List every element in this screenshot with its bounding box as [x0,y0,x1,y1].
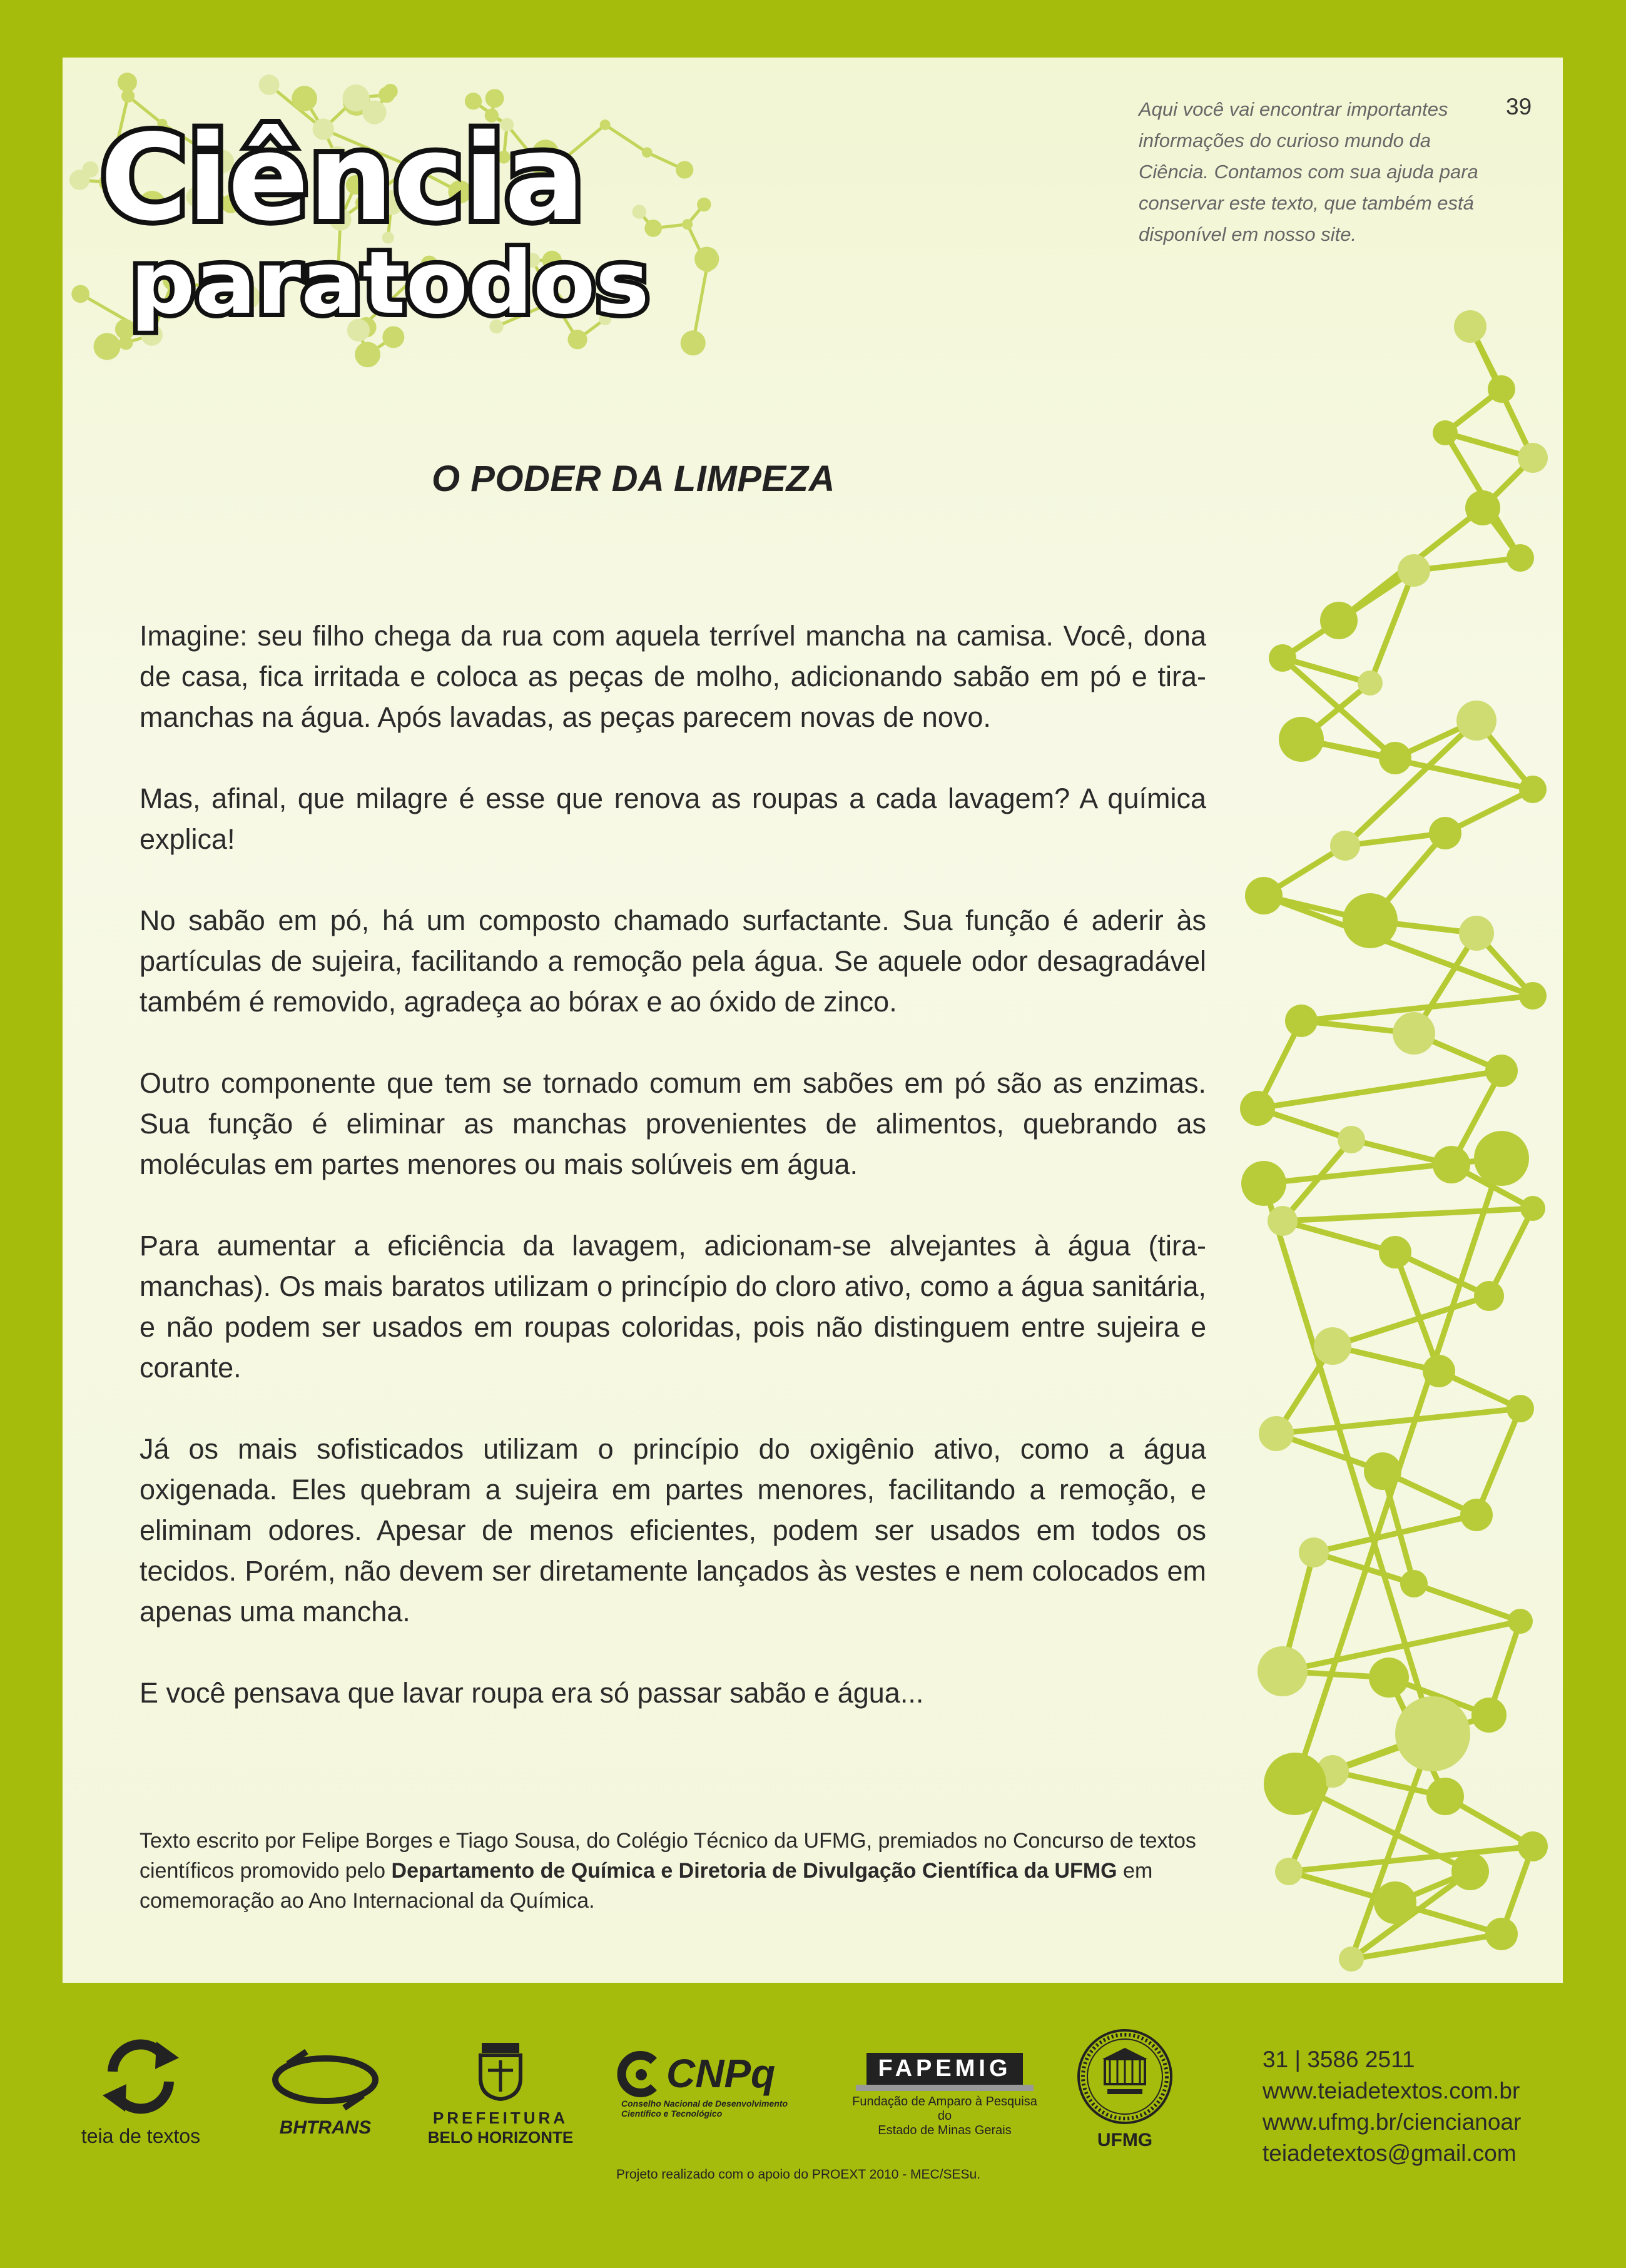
molecule-atom [1393,1012,1435,1055]
prefeitura-logo [425,2039,576,2147]
molecule-atom [1241,1161,1286,1206]
molecule-bond [1476,1409,1520,1515]
molecule-atom [1459,916,1494,951]
molecule-atom [1275,1858,1303,1885]
ufmg-logo [1069,2027,1181,2151]
molecule-atom [1330,831,1360,861]
molecule-atom [701,260,713,272]
paragraph: No sabão em pó, há um composto chamado surfactante. Sua função é aderir às partículas de sujeira, facilitando a remoção pela água. Se aquele odor desagradável também é removido, agradeça ao bórax e ao óxido de zinco. [140,904,1206,1018]
author-credit [140,1826,1209,1916]
molecule-atom [1259,1416,1294,1451]
molecule-atom [600,119,611,130]
cnpq-sub1: Conselho Nacional de Desenvolvimento [621,2098,788,2109]
molecule-atom [1338,1126,1365,1153]
molecule-bond [1414,1584,1520,1621]
molecule-atom [1364,1452,1401,1490]
molecule-atom [676,161,693,178]
molecule-atom [1245,877,1283,914]
molecule-atom [118,73,137,92]
fapemig-sub1: Fundação de Amparo à Pesquisa do [852,2095,1037,2123]
paragraph: Para aumentar a eficiência da lavagem, adicionam-se alvejantes à água (tira-manchas). Os mais baratos utilizam o princípio do cloro ativo, como a água sanitária, e não podem ser usados em roupas coloridas, pois não distinguem entre sujeira e corante. [140,1230,1206,1384]
paragraph: Mas, afinal, que milagre é esse que renova as roupas a cada lavagem? A química explica! [140,782,1206,855]
contact-info [1263,2044,1521,2169]
molecule-atom [1379,1236,1411,1268]
molecule-atom [1460,1499,1493,1531]
molecule-atom [1320,602,1358,639]
molecule-atom [1395,1696,1470,1771]
molecule-atom [1474,1131,1529,1186]
molecule-atom [1488,375,1515,403]
contact-link-teia[interactable]: www.teiadetextos.com.br [1263,2078,1520,2103]
molecule-atom [1507,544,1534,572]
molecule-bond [1289,1846,1533,1871]
molecule-decoration [1207,245,1563,1983]
fapemig-bar [856,2085,1034,2091]
page-sheet [63,58,1563,1983]
molecule-atom [121,89,135,103]
logo-title: Ciência [100,109,585,247]
cnpq-logo [616,2048,816,2119]
molecule-atom [69,170,89,190]
molecule-atom [1429,817,1461,849]
molecule-atom [1314,1327,1351,1365]
molecule-atom [1358,671,1383,696]
molecule-atom [1465,490,1500,525]
molecule-bond [1283,1221,1395,1252]
molecule-atom [682,219,693,230]
credit-text: Texto escrito por Felipe Borges e Tiago Sousa, do Colégio Técnico da UFMG, premiados no Concurso de textos científicos promovido pelo [140,1829,1196,1883]
molecule-atom [1518,443,1548,473]
molecule-atom [259,74,280,95]
paragraph: Já os mais sofisticados utilizam o princípio do oxigênio ativo, como a água oxigenada. Eles quebram a sujeira em partes menores, facilitando a remoção, e eliminam odores. Apesar de menos eficientes, podem ser usados em todos os tecidos. Porém, não devem ser diretamente lançados às vestes e nem colocados em apenas uma mancha. [140,1433,1206,1628]
article-body [140,615,1206,1754]
prefeitura-line2: BELO HORIZONTE [427,2128,574,2147]
page-number: 39 [1506,94,1532,119]
article-title: O PODER DA LIMPEZA [432,458,835,499]
molecule-atom [1485,1055,1518,1087]
molecule-atom [1279,717,1324,762]
molecule-atom [1471,1698,1507,1733]
fapemig-sub2: Estado de Minas Gerais [878,2124,1012,2137]
molecule-atom [1374,1881,1416,1924]
molecule-atom [1299,1537,1329,1567]
molecule-atom [1423,1355,1455,1387]
credit-institution: Departamento de Química e Diretoria de Divulgação Científica da UFMG [391,1859,1117,1883]
molecule-bond [1258,1071,1502,1108]
molecule-atom [465,93,482,109]
molecule-atom [1520,1196,1545,1221]
molecule-bond [1351,1934,1502,1959]
fapemig-label: FAPEMIG [866,2053,1022,2085]
molecule-atom [1519,776,1547,803]
molecule-atom [292,86,317,111]
credit-text-end: em comemoração ao Ano Internacional da Química. [140,1859,1153,1913]
molecule-bond [1264,896,1533,996]
molecule-atom [1508,1609,1533,1634]
molecule-atom [1518,1831,1548,1861]
teia-logo [69,2033,213,2148]
paragraph: Imagine: seu filho chega da rua com aquela terrível mancha na camisa. Você, dona de casa, fica irritada e coloca as peças de molho, adicionando sabão em pó e tira-manchas na água. Após lavadas, as peças parecem novas de novo. [140,620,1206,733]
molecule-bond [605,125,647,153]
paragraph: Outro componente que tem se tornado comum em sabões em pó são as enzimas. Sua função é eliminar as manchas provenientes de alimentos, quebrando as moléculas em partes menores ou mais solúveis em água. [140,1067,1206,1180]
contact-phone: 31 | 3586 2511 [1263,2047,1415,2072]
molecule-atom [1240,1091,1275,1126]
project-note: Projeto realizado com o apoio do PROEXT 2010 - MEC/SESu. [616,2167,981,2182]
molecule-atom [1264,1753,1326,1815]
molecule-atom [1507,1395,1534,1422]
molecule-atom [697,198,711,212]
molecule-atom [71,285,89,303]
molecule-atom [1426,1778,1464,1815]
molecule-atom [1398,554,1430,587]
molecule-atom [1474,1281,1504,1311]
fapemig-logo [845,2053,1045,2138]
molecule-atom [1433,1146,1470,1183]
molecule-atom [1485,1918,1518,1950]
molecule-atom [1400,1570,1428,1597]
molecule-atom [355,342,380,367]
ufmg-label: UFMG [1097,2130,1153,2150]
prefeitura-line1: PREFEITURA [432,2109,569,2127]
refresh-icon [94,2033,188,2120]
logo-subtitle: paratodos [130,233,649,333]
molecule-atom [1269,644,1296,672]
molecule-atom [1369,1658,1409,1698]
molecule-atom [1258,1646,1308,1696]
molecule-bond [1283,1208,1533,1221]
molecule-atom [1433,420,1458,445]
molecule-atom [1454,310,1486,343]
molecule-atom [1285,1005,1318,1037]
molecule-atom [1456,701,1496,741]
ufmg-seal-icon [1075,2027,1175,2127]
molecule-atom [1268,1206,1298,1236]
molecule-atom [642,147,653,158]
molecule-atom [1519,982,1547,1010]
cnpq-sub2: Científico e Tecnológico [621,2109,723,2119]
coat-of-arms-icon [475,2039,526,2102]
molecule-bond [1333,1296,1489,1346]
bhtrans-label: BHTRANS [279,2117,372,2138]
logo [63,58,751,383]
cnpq-symbol-icon [616,2048,666,2098]
molecule-atom [633,205,647,219]
molecule-atom [119,336,133,350]
molecule-atom [342,84,369,111]
molecule-atom [93,333,120,360]
molecule-atom [485,89,504,108]
bhtrans-logo [263,2045,388,2139]
molecule-atom [379,87,395,103]
molecule-atom [1339,1947,1364,1972]
molecule-atom [1343,893,1398,948]
molecule-atom [681,330,706,355]
contact-link-ufmg[interactable]: www.ufmg.br/ciencianoar [1263,2109,1522,2135]
intro-text: Aqui você vai encontrar importantes informações do curioso mundo da Ciência. Contamos com sua ajuda para conservar este texto, que também está disponível em nosso site. [1139,98,1478,245]
molecule-bond [1276,1409,1520,1434]
cnpq-label: CNPq [666,2051,776,2096]
bhtrans-arrows-icon [269,2045,382,2114]
molecule-atom [1379,742,1411,774]
teia-label: teia de textos [81,2125,201,2147]
molecule-atom [1451,1853,1489,1890]
contact-email[interactable]: teiadetextos@gmail.com [1263,2140,1517,2166]
paragraph: E você pensava que lavar roupa era só passar sabão e água... [140,1677,924,1709]
